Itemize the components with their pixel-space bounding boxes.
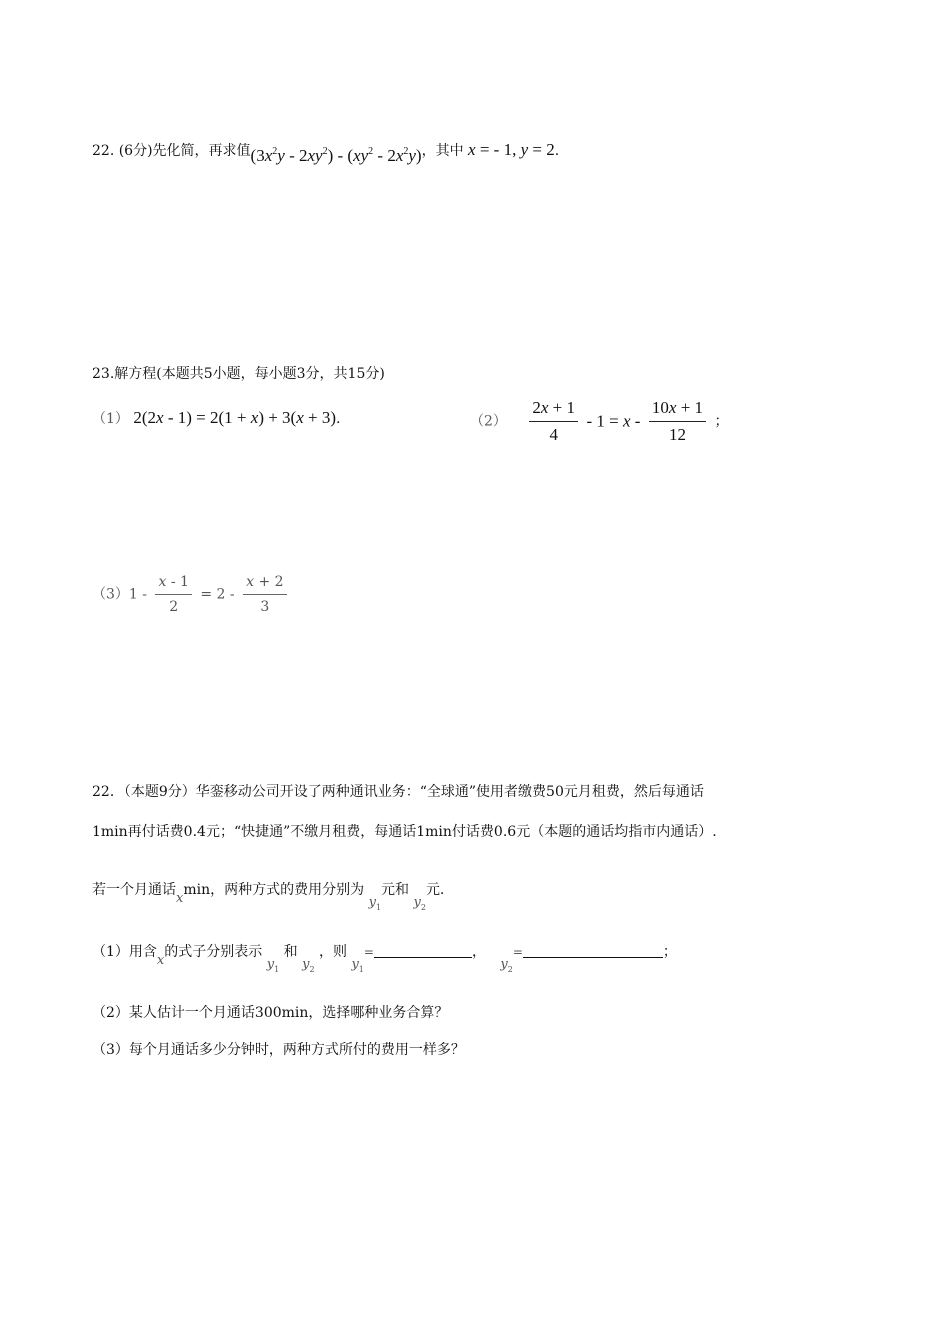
q23-part2-fraction-right <box>649 397 706 446</box>
q22b-part2: （2）某人估计一个月通话300min，选择哪种业务合算？ <box>92 1005 449 1021</box>
q22b-part1-comma: ， <box>471 944 486 960</box>
q23-part2-end: ； <box>714 413 729 430</box>
q23-part3-frac1-den: 2 <box>169 599 179 615</box>
answer-blank-y1[interactable] <box>374 943 472 958</box>
q22b-line1: 22．（本题9分）华銮移动公司开设了两种通讯业务：“全球通”使用者缴费50元月租费，然后每通话 <box>92 784 704 800</box>
q22b-part1-var-y1-answer: $y_1$ <box>351 957 364 974</box>
q23-part3-mid: = 2 - <box>200 586 235 603</box>
q22b-line3-b: min，两种方式的费用分别为 <box>183 882 365 898</box>
q22b-line3-d: 元. <box>425 882 445 898</box>
q23-part2-fraction-left <box>529 397 578 446</box>
q23-part3-frac1-num: x - 1 <box>155 572 191 595</box>
q23-part2-frac2-num: 10x + 1 <box>649 397 706 422</box>
q22b-part1-d: ，则 <box>318 944 347 960</box>
q22b-part1-var-x: x <box>156 953 165 968</box>
q22b-part1-var-y2: $y_2$ <box>302 957 315 974</box>
q22a-line <box>92 140 559 166</box>
q22a-prefix: 22. (6分)先化简，再求值 <box>92 143 251 159</box>
q23-part3-frac2-den: 3 <box>260 599 270 615</box>
q22b-line3 <box>92 880 445 912</box>
q22b-part1-eq2: = <box>512 945 523 959</box>
q22b-line2: 1min再付话费0.4元；“快捷通”不缴月租费，每通话1min付话费0.6元（本题的通话均指市内通话）. <box>92 824 717 840</box>
q23-part3-fraction-right <box>243 572 286 617</box>
q22b-part1-var-y1: $y_1$ <box>266 957 280 974</box>
q22a-end: . <box>554 143 560 159</box>
q22b-part1-end: ； <box>662 944 677 960</box>
q23-part3-lead: 1 - <box>128 586 148 603</box>
q23-part3-frac2-num: x + 2 <box>243 572 286 595</box>
q23-part3-fraction-left <box>155 572 191 617</box>
q22b-part1-b: 的式子分别表示 <box>164 944 263 960</box>
q23-part1-end: . <box>336 411 341 427</box>
q22b-line3-c: 元和 <box>381 882 410 898</box>
q23-part1 <box>92 408 340 429</box>
q22b-part1-a: （1）用含 <box>92 944 157 960</box>
q23-part2 <box>470 397 728 446</box>
q22b-var-x: x <box>176 891 184 906</box>
q23-part2-label: （2） <box>470 413 507 430</box>
q22b-part1-var-y2-answer: $y_2$ <box>500 957 513 974</box>
q22b-part1-eq1: = <box>363 945 374 959</box>
q22b-part3: （3）每个月通话多少分钟时，两种方式所付的费用一样多？ <box>92 1042 465 1058</box>
q23-part2-frac1-den: 4 <box>549 425 558 444</box>
answer-blank-y2[interactable] <box>523 943 663 958</box>
q23-part1-label: （1） <box>92 411 129 427</box>
q22b-part1 <box>92 942 677 974</box>
q22b-var-y1: $y_1$ <box>368 895 382 912</box>
q23-part3-label: （3） <box>92 586 129 603</box>
q22b-line3-a: 若一个月通话 <box>92 882 176 898</box>
q23-part2-frac1-num: 2x + 1 <box>529 397 578 422</box>
q22b-part1-c: 和 <box>283 944 298 960</box>
q22b-var-y2: $y_2$ <box>413 895 426 912</box>
q23-part2-mid: - 1 = x - <box>586 411 641 431</box>
q23-heading: 23.解方程(本题共5小题，每小题3分，共15分) <box>92 366 385 382</box>
q22a-expression: $(3x^2y - 2xy^2) - (xy^2 - 2x^2y)$ <box>250 146 422 165</box>
q23-part1-equation: 2(2x - 1) = 2(1 + x) + 3(x + 3) <box>133 408 337 427</box>
q23-part3 <box>92 572 291 617</box>
q22a-mid: ，其中 <box>421 143 464 159</box>
q23-part2-frac2-den: 12 <box>668 425 686 444</box>
q22a-condition: x = - 1, y = 2 <box>468 140 555 159</box>
